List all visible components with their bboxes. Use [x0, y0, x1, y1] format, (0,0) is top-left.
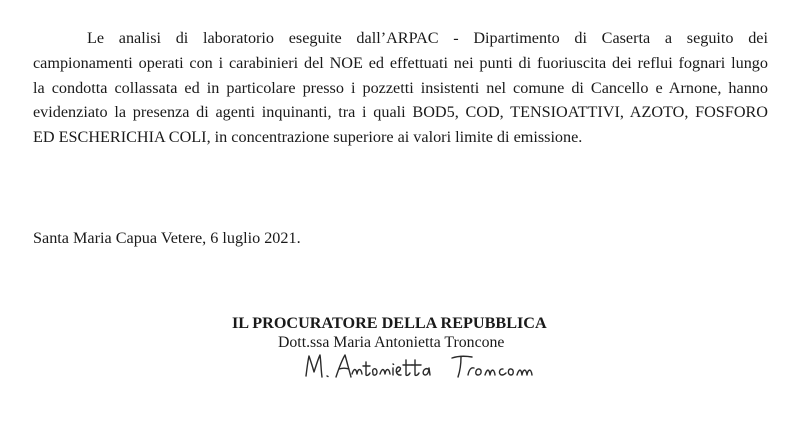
signatory-name: Dott.ssa Maria Antonietta Troncone: [278, 334, 505, 351]
signature-block: [232, 314, 562, 351]
place-and-date: Santa Maria Capua Vetere, 6 luglio 2021.: [33, 229, 301, 247]
body-paragraph: [33, 26, 768, 150]
paragraph-line: Le analisi di laboratorio eseguite dall’ARPAC - Dipartimento di Caserta a seguito dei: [87, 29, 768, 47]
handwritten-signature: [300, 346, 560, 390]
paragraph-line: campionamenti operati con i carabinieri del NOE ed effettuati nei punti di fuoriuscita dei reflui fognari lungo: [33, 53, 768, 72]
paragraph-line: ED ESCHERICHIA COLI, in concentrazione superiore ai valori limite di emissione.: [33, 128, 583, 147]
paragraph-line: evidenziato la presenza di agenti inquinanti, tra i quali BOD5, COD, TENSIOATTIVI, AZOTO, FOSFORO: [33, 103, 768, 122]
paragraph-line: la condotta collassata ed in particolare presso i pozzetti insistenti nel comune di Cancello e Arnone, hanno: [33, 78, 768, 97]
signatory-role: IL PROCURATORE DELLA REPUBBLICA: [232, 314, 547, 332]
